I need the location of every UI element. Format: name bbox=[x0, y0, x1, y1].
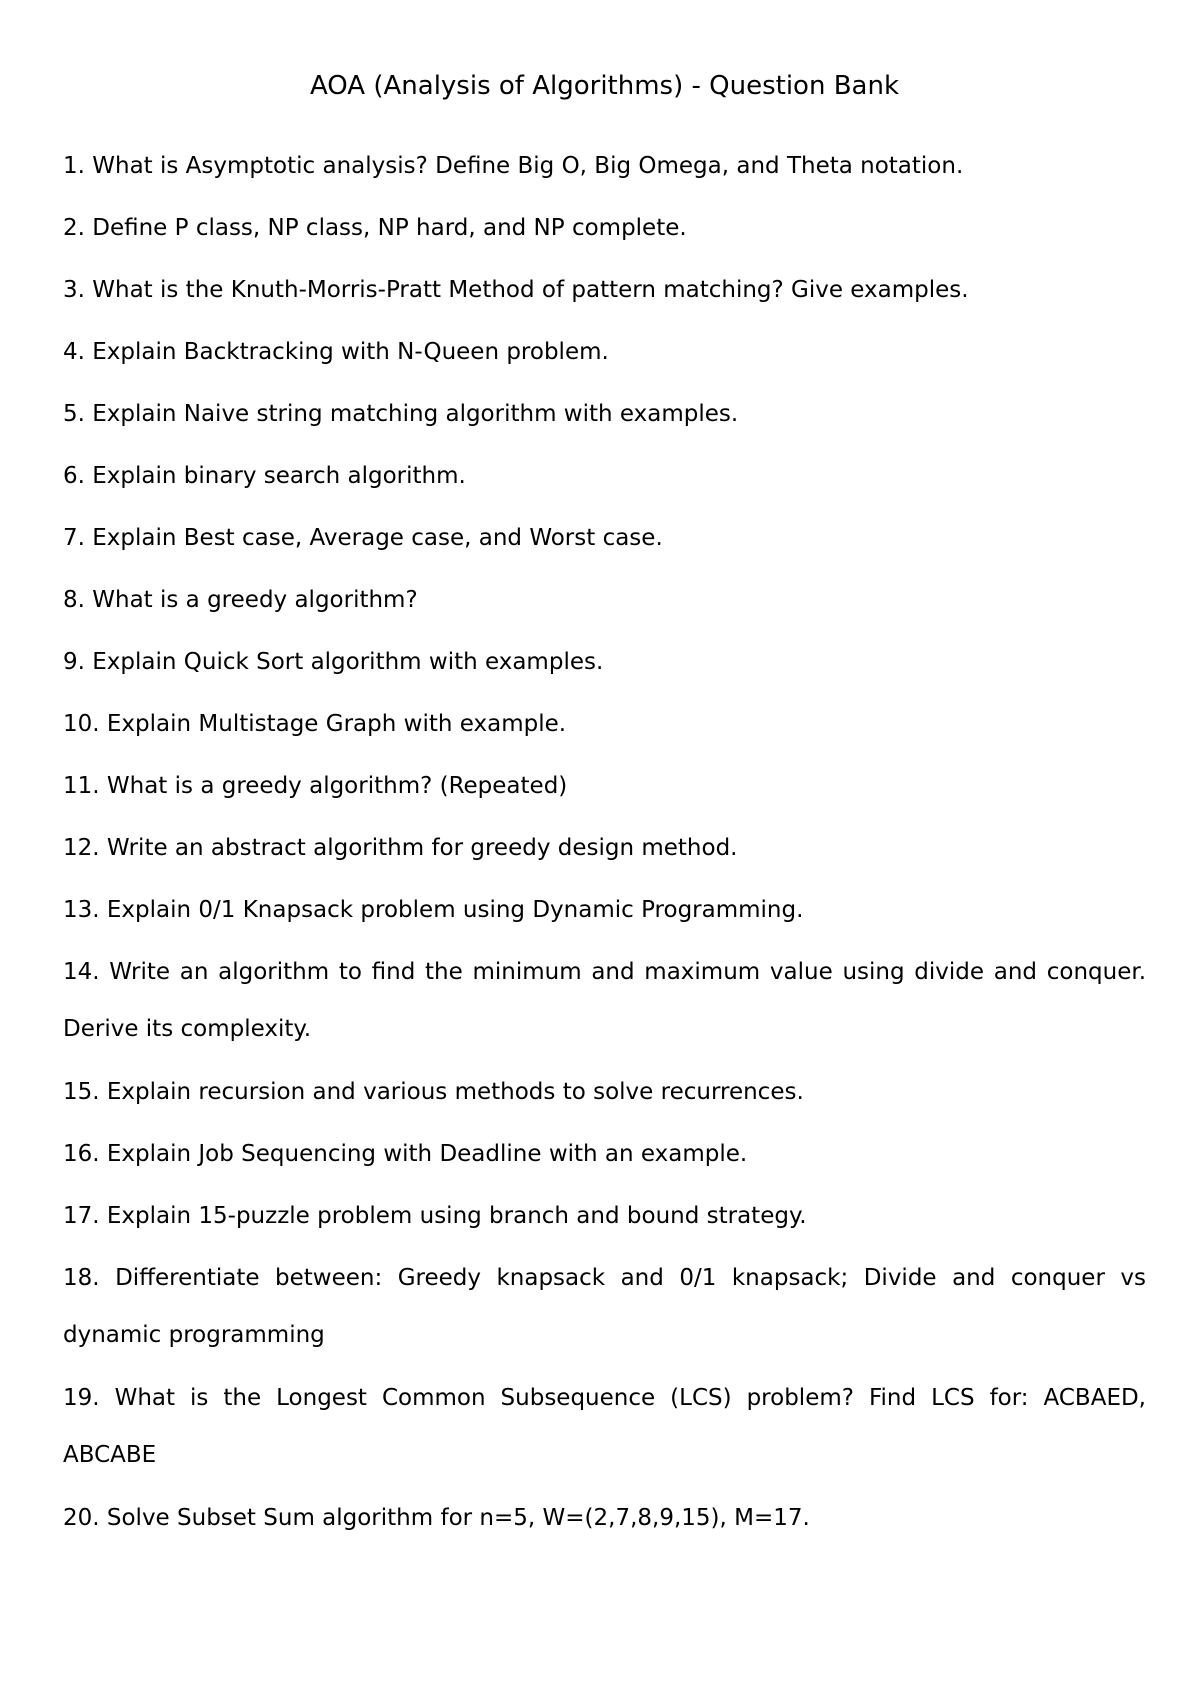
question-item: 2. Define P class, NP class, NP hard, and NP complete. bbox=[63, 215, 687, 241]
question-item: 15. Explain recursion and various methods to solve recurrences. bbox=[63, 1079, 804, 1105]
question-item: 7. Explain Best case, Average case, and Worst case. bbox=[63, 525, 663, 551]
question-item: 8. What is a greedy algorithm? bbox=[63, 587, 418, 613]
question-item: 14. Write an algorithm to find the minimum and maximum value using divide and conquer. Derive its complexity. bbox=[63, 959, 1146, 1042]
question-item: 13. Explain 0/1 Knapsack problem using Dynamic Programming. bbox=[63, 897, 804, 923]
question-item: 3. What is the Knuth-Morris-Pratt Method of pattern matching? Give examples. bbox=[63, 277, 969, 303]
question-item: 9. Explain Quick Sort algorithm with examples. bbox=[63, 649, 604, 675]
question-item: 16. Explain Job Sequencing with Deadline with an example. bbox=[63, 1141, 748, 1167]
question-item: 11. What is a greedy algorithm? (Repeated) bbox=[63, 773, 568, 799]
question-item: 1. What is Asymptotic analysis? Define Big O, Big Omega, and Theta notation. bbox=[63, 153, 964, 179]
question-list bbox=[63, 151, 1146, 1565]
question-item: 19. What is the Longest Common Subsequence (LCS) problem? Find LCS for: ACBAED, ABCABE bbox=[63, 1385, 1146, 1468]
question-item: 18. Differentiate between: Greedy knapsack and 0/1 knapsack; Divide and conquer vs dynamic programming bbox=[63, 1265, 1146, 1348]
question-item: 17. Explain 15-puzzle problem using branch and bound strategy. bbox=[63, 1203, 807, 1229]
question-item: 12. Write an abstract algorithm for greedy design method. bbox=[63, 835, 738, 861]
question-item: 10. Explain Multistage Graph with example. bbox=[63, 711, 567, 737]
question-item: 5. Explain Naive string matching algorithm with examples. bbox=[63, 401, 739, 427]
question-item: 20. Solve Subset Sum algorithm for n=5, W=(2,7,8,9,15), M=17. bbox=[63, 1505, 810, 1531]
question-item: 6. Explain binary search algorithm. bbox=[63, 463, 466, 489]
document-title: AOA (Analysis of Algorithms) - Question Bank bbox=[309, 71, 900, 101]
document-page bbox=[63, 0, 1146, 1696]
question-item: 4. Explain Backtracking with N-Queen problem. bbox=[63, 339, 609, 365]
